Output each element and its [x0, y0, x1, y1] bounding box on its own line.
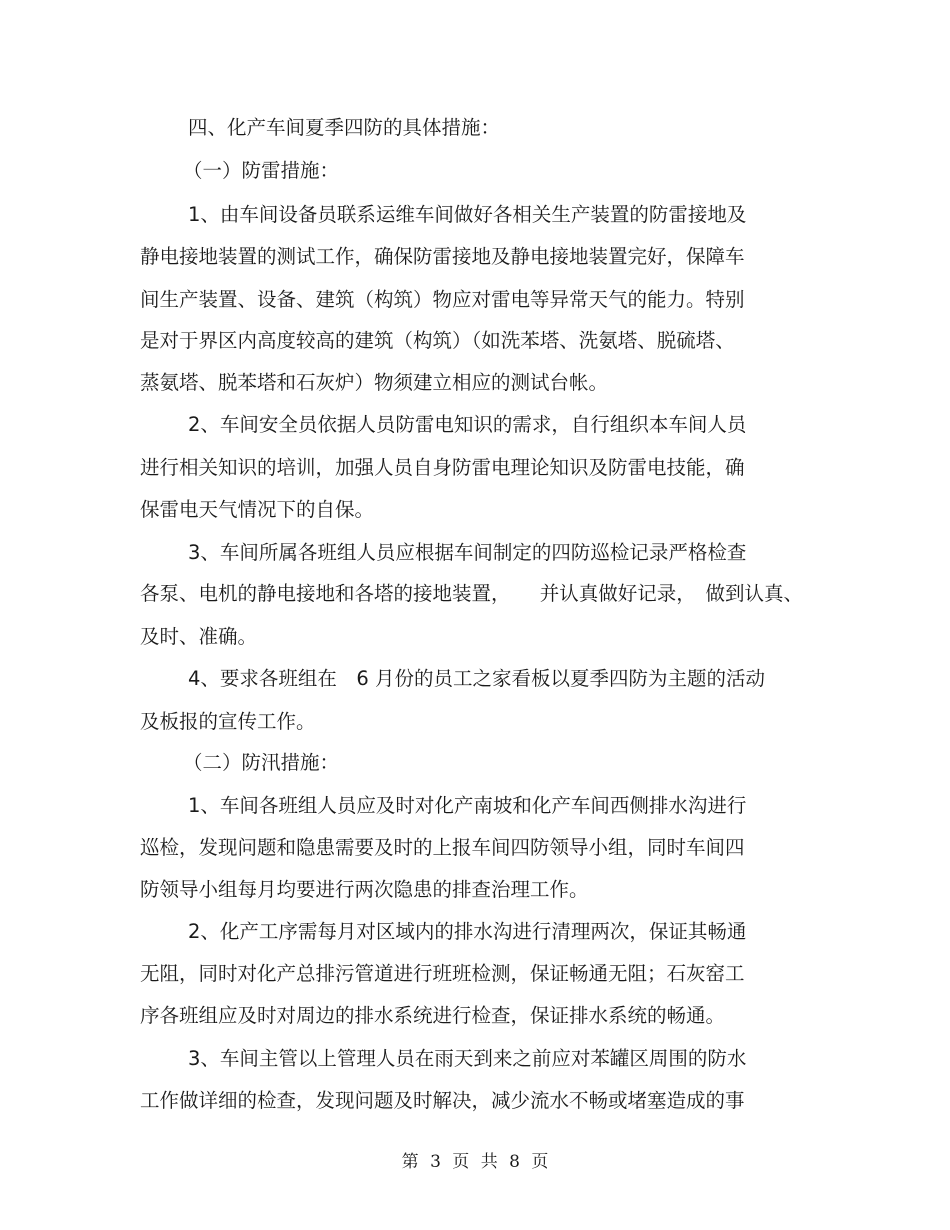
paragraph-line: 进行相关知识的培训，加强人员自身防雷电理论知识及防雷电技能，确	[140, 456, 745, 479]
paragraph-line: 4、要求各班组在 6 月份的员工之家看板以夏季四防为主题的活动	[188, 667, 766, 690]
paragraph-line: 蒸氨塔、脱苯塔和石灰炉）物须建立相应的测试台帐。	[140, 371, 609, 394]
paragraph-line: 间生产装置、设备、建筑（构筑）物应对雷电等异常天气的能力。特别	[140, 288, 745, 311]
page-number-footer: 第 3 页 共 8 页	[401, 1152, 549, 1172]
section-heading: 四、化产车间夏季四防的具体措施：	[188, 116, 501, 139]
paragraph-line: 3、车间所属各班组人员应根据车间制定的四防巡检记录严格检查	[188, 541, 747, 564]
paragraph-line: 及板报的宣传工作。	[140, 710, 316, 733]
paragraph-line: 各泵、电机的静电接地和各塔的接地装置， 并认真做好记录， 做到认真、	[140, 582, 804, 605]
paragraph-line: 防领导小组每月均要进行两次隐患的排查治理工作。	[140, 878, 589, 901]
paragraph-line: 静电接地装置的测试工作，确保防雷接地及静电接地装置完好，保障车	[140, 245, 745, 268]
paragraph-line: 是对于界区内高度较高的建筑（构筑）（如洗苯塔、洗氨塔、脱硫塔、	[140, 329, 735, 352]
paragraph-line: 无阻，同时对化产总排污管道进行班班检测，保证畅通无阻；石灰窑工	[140, 962, 745, 985]
paragraph-line: 巡检，发现问题和隐患需要及时的上报车间四防领导小组，同时车间四	[140, 836, 745, 859]
paragraph-line: 及时、准确。	[140, 625, 258, 648]
paragraph-line: 2、化产工序需每月对区域内的排水沟进行清理两次，保证其畅通	[188, 920, 747, 943]
paragraph-line: 保雷电天气情况下的自保。	[140, 498, 375, 521]
paragraph-line: 工作做详细的检查，发现问题及时解决，减少流水不畅或堵塞造成的事	[140, 1089, 745, 1112]
subsection-heading: （一）防雷措施：	[183, 159, 340, 182]
paragraph-line: 1、车间各班组人员应及时对化产南坡和化产车间西侧排水沟进行	[188, 794, 747, 817]
paragraph-line: 2、车间安全员依据人员防雷电知识的需求，自行组织本车间人员	[188, 413, 747, 436]
paragraph-line: 3、车间主管以上管理人员在雨天到来之前应对苯罐区周围的防水	[188, 1047, 747, 1070]
paragraph-line: 序各班组应及时对周边的排水系统进行检查，保证排水系统的畅通。	[140, 1004, 726, 1027]
paragraph-line: 1、由车间设备员联系运维车间做好各相关生产装置的防雷接地及	[188, 203, 747, 226]
subsection-heading: （二）防汛措施：	[183, 751, 340, 774]
